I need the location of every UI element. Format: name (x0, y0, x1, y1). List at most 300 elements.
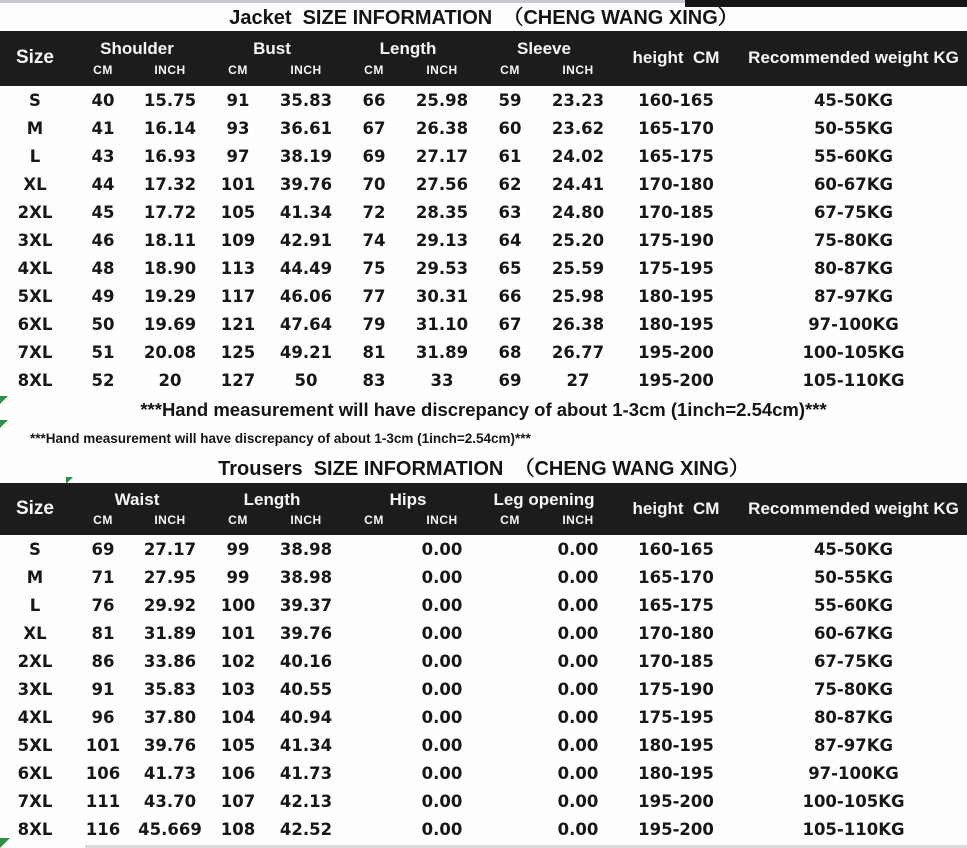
value-cell: 27.17 (143, 539, 197, 559)
size-cell: M (26, 567, 44, 587)
value-cell: 60-67KG (813, 623, 894, 643)
value-cell: 105-110KG (802, 819, 905, 839)
value-cell: 0.00 (421, 763, 463, 783)
value-cell: 43.70 (143, 791, 197, 811)
value-cell: 0.00 (557, 539, 599, 559)
value-cell (340, 563, 408, 591)
value-cell: 0.00 (421, 595, 463, 615)
value-cell: 67-75KG (813, 651, 894, 671)
value-cell: 69 (91, 539, 115, 559)
value-cell: 80-87KG (813, 258, 894, 278)
value-cell: 0.00 (557, 735, 599, 755)
value-cell: 87-97KG (813, 735, 894, 755)
value-cell: 48 (91, 258, 115, 278)
value-cell: 0.00 (421, 791, 463, 811)
value-cell: 86 (91, 651, 115, 671)
value-cell: 0.00 (421, 679, 463, 699)
value-cell: 180-195 (638, 735, 714, 755)
value-cell: 105 (220, 202, 256, 222)
value-cell: 0.00 (421, 567, 463, 587)
value-cell: 93 (226, 118, 250, 138)
table-row (0, 619, 967, 647)
value-cell: 0.00 (421, 707, 463, 727)
table-row (0, 815, 967, 843)
value-cell: 75-80KG (813, 679, 894, 699)
value-cell: 63 (498, 202, 522, 222)
value-cell: 45-50KG (813, 90, 894, 110)
size-cell: S (29, 539, 41, 559)
unit-header-inch: INCH (154, 513, 186, 528)
value-cell: 99 (226, 567, 250, 587)
table-row (0, 310, 967, 338)
value-cell: 25.20 (551, 230, 605, 250)
value-cell (340, 675, 408, 703)
value-cell: 55-60KG (813, 146, 894, 166)
value-cell: 40.55 (279, 679, 333, 699)
trousers-table-header (0, 483, 967, 535)
value-cell: 101 (220, 174, 256, 194)
table-row (0, 170, 967, 198)
value-cell: 0.00 (557, 595, 599, 615)
value-cell: 160-165 (638, 539, 714, 559)
trousers-table-body (0, 535, 967, 843)
value-cell: 104 (220, 707, 256, 727)
unit-header-inch: INCH (290, 513, 322, 528)
value-cell: 46 (91, 230, 115, 250)
value-cell: 20.08 (143, 342, 197, 362)
value-cell: 42.13 (279, 791, 333, 811)
table-row (0, 703, 967, 731)
value-cell: 41.34 (279, 202, 333, 222)
value-cell: 16.93 (143, 146, 197, 166)
table-row (0, 563, 967, 591)
value-cell: 81 (91, 623, 115, 643)
column-header-size: Size (15, 497, 55, 519)
value-cell: 0.00 (557, 791, 599, 811)
value-cell: 38.19 (279, 146, 333, 166)
table-row (0, 675, 967, 703)
table-row (0, 787, 967, 815)
value-cell: 50-55KG (813, 118, 894, 138)
value-cell: 121 (220, 314, 256, 334)
value-cell: 101 (220, 623, 256, 643)
table-row (0, 114, 967, 142)
jacket-table-header (0, 31, 967, 86)
table-row (0, 86, 967, 114)
value-cell: 67 (498, 314, 522, 334)
unit-header-cm: CM (500, 62, 520, 77)
table-row (0, 535, 967, 563)
unit-header-cm: CM (93, 62, 113, 77)
value-cell: 99 (226, 539, 250, 559)
value-cell: 42.91 (279, 230, 333, 250)
value-cell: 68 (498, 342, 522, 362)
value-cell: 165-175 (638, 146, 714, 166)
value-cell: 180-195 (638, 314, 714, 334)
value-cell: 109 (220, 230, 256, 250)
value-cell: 0.00 (421, 819, 463, 839)
table-row (0, 226, 967, 254)
value-cell: 50-55KG (813, 567, 894, 587)
size-cell: 8XL (17, 819, 53, 839)
size-cell: 4XL (17, 258, 53, 278)
value-cell: 69 (362, 146, 386, 166)
value-cell: 33.86 (143, 651, 197, 671)
value-cell (340, 731, 408, 759)
value-cell: 65 (498, 258, 522, 278)
value-cell: 62 (498, 174, 522, 194)
value-cell (476, 759, 544, 787)
value-cell: 28.35 (415, 202, 469, 222)
value-cell: 26.38 (415, 118, 469, 138)
value-cell (476, 675, 544, 703)
size-cell: 4XL (17, 707, 53, 727)
value-cell: 60 (498, 118, 522, 138)
value-cell: 46.06 (279, 286, 333, 306)
measurement-note-large: ***Hand measurement will have discrepancy of about 1-3cm (1inch=2.54cm)*** (140, 399, 827, 420)
size-cell: 5XL (17, 735, 53, 755)
value-cell: 180-195 (638, 286, 714, 306)
value-cell: 19.29 (143, 286, 197, 306)
value-cell: 180-195 (638, 763, 714, 783)
value-cell: 0.00 (421, 539, 463, 559)
value-cell: 195-200 (638, 370, 714, 390)
column-header-height: height CM (632, 498, 720, 518)
value-cell: 45-50KG (813, 539, 894, 559)
value-cell (340, 759, 408, 787)
value-cell: 83 (362, 370, 386, 390)
value-cell: 170-185 (638, 202, 714, 222)
column-header-length: Length (379, 38, 437, 58)
value-cell: 87-97KG (813, 286, 894, 306)
value-cell: 0.00 (557, 763, 599, 783)
value-cell: 17.72 (143, 202, 197, 222)
value-cell: 23.62 (551, 118, 605, 138)
value-cell: 125 (220, 342, 256, 362)
value-cell: 31.89 (143, 623, 197, 643)
value-cell: 0.00 (557, 623, 599, 643)
unit-header-inch: INCH (562, 62, 594, 77)
value-cell: 30.31 (415, 286, 469, 306)
value-cell: 31.89 (415, 342, 469, 362)
value-cell: 0.00 (557, 707, 599, 727)
value-cell: 165-170 (638, 567, 714, 587)
value-cell: 175-190 (638, 230, 714, 250)
value-cell: 19.69 (143, 314, 197, 334)
value-cell: 100-105KG (802, 342, 905, 362)
table-row (0, 366, 967, 394)
value-cell: 37.80 (143, 707, 197, 727)
value-cell: 175-195 (638, 258, 714, 278)
value-cell (340, 815, 408, 843)
value-cell: 97-100KG (808, 763, 899, 783)
value-cell (476, 787, 544, 815)
table-row (0, 142, 967, 170)
value-cell: 39.76 (279, 623, 333, 643)
size-cell: L (29, 146, 41, 166)
value-cell: 75-80KG (813, 230, 894, 250)
value-cell: 106 (220, 763, 256, 783)
value-cell (476, 647, 544, 675)
value-cell: 49 (91, 286, 115, 306)
value-cell (340, 703, 408, 731)
value-cell: 18.90 (143, 258, 197, 278)
value-cell: 74 (362, 230, 386, 250)
value-cell: 70 (362, 174, 386, 194)
value-cell: 41.34 (279, 735, 333, 755)
size-cell: XL (23, 174, 47, 194)
value-cell: 35.83 (143, 679, 197, 699)
size-cell: L (29, 595, 41, 615)
value-cell: 44.49 (279, 258, 333, 278)
column-header-length: Length (243, 490, 301, 510)
unit-header-inch: INCH (290, 62, 322, 77)
size-cell: 6XL (17, 763, 53, 783)
value-cell: 16.14 (143, 118, 197, 138)
value-cell: 50 (294, 370, 318, 390)
value-cell: 113 (220, 258, 256, 278)
size-cell: 7XL (17, 342, 53, 362)
column-header-shoulder: Shoulder (100, 38, 174, 58)
value-cell: 79 (362, 314, 386, 334)
unit-header-cm: CM (364, 513, 384, 528)
value-cell: 66 (498, 286, 522, 306)
value-cell (476, 535, 544, 563)
value-cell: 27.56 (415, 174, 469, 194)
value-cell: 39.37 (279, 595, 333, 615)
value-cell (340, 647, 408, 675)
green-tick-mark (0, 420, 8, 428)
unit-header-inch: INCH (154, 62, 186, 77)
value-cell: 24.02 (551, 146, 605, 166)
value-cell (476, 731, 544, 759)
value-cell: 170-180 (638, 623, 714, 643)
column-header-bust: Bust (253, 38, 291, 58)
value-cell: 111 (85, 791, 121, 811)
value-cell: 52 (91, 370, 115, 390)
value-cell: 195-200 (638, 342, 714, 362)
value-cell: 24.80 (551, 202, 605, 222)
value-cell: 170-180 (638, 174, 714, 194)
value-cell: 0.00 (557, 651, 599, 671)
value-cell: 105 (220, 735, 256, 755)
value-cell: 23.23 (551, 90, 605, 110)
value-cell: 103 (220, 679, 256, 699)
value-cell: 0.00 (557, 679, 599, 699)
value-cell: 27.17 (415, 146, 469, 166)
value-cell: 33 (430, 370, 454, 390)
value-cell: 175-195 (638, 707, 714, 727)
value-cell: 77 (362, 286, 386, 306)
size-cell: 3XL (17, 230, 53, 250)
value-cell: 165-170 (638, 118, 714, 138)
jacket-table-title: Jacket SIZE INFORMATION （CHENG WANG XING） (229, 7, 738, 29)
value-cell: 40.94 (279, 707, 333, 727)
value-cell: 45 (91, 202, 115, 222)
table-row (0, 731, 967, 759)
value-cell: 102 (220, 651, 256, 671)
size-cell: 6XL (17, 314, 53, 334)
value-cell: 81 (362, 342, 386, 362)
value-cell: 66 (362, 90, 386, 110)
value-cell: 25.59 (551, 258, 605, 278)
value-cell: 76 (91, 595, 115, 615)
value-cell (476, 619, 544, 647)
value-cell: 170-185 (638, 651, 714, 671)
size-cell: 7XL (17, 791, 53, 811)
column-header-leg-opening: Leg opening (493, 490, 595, 510)
column-header-size: Size (15, 47, 55, 69)
value-cell: 27.95 (143, 567, 197, 587)
value-cell (476, 703, 544, 731)
value-cell: 64 (498, 230, 522, 250)
column-header-sleeve: Sleeve (517, 38, 571, 58)
value-cell: 80-87KG (813, 707, 894, 727)
value-cell: 44 (91, 174, 115, 194)
value-cell: 26.38 (551, 314, 605, 334)
value-cell: 0.00 (421, 735, 463, 755)
value-cell: 0.00 (557, 819, 599, 839)
value-cell: 49.21 (279, 342, 333, 362)
value-cell: 165-175 (638, 595, 714, 615)
value-cell: 72 (362, 202, 386, 222)
size-cell: 2XL (17, 202, 53, 222)
value-cell (340, 619, 408, 647)
column-header-hips: Hips (389, 490, 427, 510)
value-cell: 71 (91, 567, 115, 587)
value-cell: 97 (226, 146, 250, 166)
value-cell: 40 (91, 90, 115, 110)
value-cell (340, 535, 408, 563)
value-cell: 97-100KG (808, 314, 899, 334)
value-cell: 55-60KG (813, 595, 894, 615)
size-cell: 2XL (17, 651, 53, 671)
value-cell: 69 (498, 370, 522, 390)
unit-header-inch: INCH (426, 62, 458, 77)
jacket-table-body (0, 86, 967, 394)
value-cell: 160-165 (638, 90, 714, 110)
value-cell: 27 (566, 370, 590, 390)
value-cell: 29.13 (415, 230, 469, 250)
value-cell: 106 (85, 763, 121, 783)
value-cell: 101 (85, 735, 121, 755)
value-cell: 42.52 (279, 819, 333, 839)
value-cell: 41.73 (143, 763, 197, 783)
value-cell (476, 563, 544, 591)
value-cell: 100-105KG (802, 791, 905, 811)
column-header-waist: Waist (114, 490, 160, 510)
value-cell: 35.83 (279, 90, 333, 110)
unit-header-cm: CM (228, 62, 248, 77)
unit-header-inch: INCH (426, 513, 458, 528)
table-row (0, 759, 967, 787)
unit-header-cm: CM (228, 513, 248, 528)
value-cell (340, 787, 408, 815)
value-cell: 41.73 (279, 763, 333, 783)
value-cell: 107 (220, 791, 256, 811)
value-cell: 24.41 (551, 174, 605, 194)
value-cell: 39.76 (143, 735, 197, 755)
value-cell: 0.00 (557, 567, 599, 587)
column-header-height: height CM (632, 48, 720, 68)
value-cell: 47.64 (279, 314, 333, 334)
value-cell: 38.98 (279, 539, 333, 559)
column-header-weight: Recommended weight KG (748, 48, 959, 68)
size-cell: 3XL (17, 679, 53, 699)
value-cell: 25.98 (415, 90, 469, 110)
value-cell: 29.53 (415, 258, 469, 278)
size-cell: 5XL (17, 286, 53, 306)
value-cell: 60-67KG (813, 174, 894, 194)
value-cell: 175-190 (638, 679, 714, 699)
unit-header-cm: CM (364, 62, 384, 77)
unit-header-inch: INCH (562, 513, 594, 528)
value-cell: 117 (220, 286, 256, 306)
value-cell (476, 815, 544, 843)
value-cell (340, 591, 408, 619)
value-cell: 127 (220, 370, 256, 390)
value-cell: 0.00 (421, 623, 463, 643)
value-cell: 96 (91, 707, 115, 727)
value-cell: 91 (226, 90, 250, 110)
value-cell: 108 (220, 819, 256, 839)
unit-header-cm: CM (500, 513, 520, 528)
value-cell: 75 (362, 258, 386, 278)
value-cell: 100 (220, 595, 256, 615)
value-cell: 39.76 (279, 174, 333, 194)
value-cell: 195-200 (638, 819, 714, 839)
table-row (0, 647, 967, 675)
value-cell: 59 (498, 90, 522, 110)
value-cell: 67 (362, 118, 386, 138)
table-row (0, 338, 967, 366)
value-cell: 36.61 (279, 118, 333, 138)
value-cell: 41 (91, 118, 115, 138)
value-cell: 105-110KG (802, 370, 905, 390)
size-cell: M (26, 118, 44, 138)
table-row (0, 591, 967, 619)
value-cell: 116 (85, 819, 121, 839)
value-cell: 61 (498, 146, 522, 166)
measurement-note-small: ***Hand measurement will have discrepancy of about 1-3cm (1inch=2.54cm)*** (30, 431, 531, 446)
size-cell: S (29, 90, 41, 110)
table-row (0, 282, 967, 310)
value-cell: 195-200 (638, 791, 714, 811)
value-cell: 67-75KG (813, 202, 894, 222)
value-cell: 17.32 (143, 174, 197, 194)
value-cell: 25.98 (551, 286, 605, 306)
value-cell: 38.98 (279, 567, 333, 587)
value-cell: 18.11 (143, 230, 197, 250)
value-cell: 15.75 (143, 90, 197, 110)
value-cell: 51 (91, 342, 115, 362)
value-cell: 29.92 (143, 595, 197, 615)
value-cell: 20 (158, 370, 182, 390)
value-cell: 0.00 (421, 651, 463, 671)
value-cell (476, 591, 544, 619)
value-cell: 43 (91, 146, 115, 166)
unit-header-cm: CM (93, 513, 113, 528)
trousers-table-title: Trousers SIZE INFORMATION （CHENG WANG XING） (218, 458, 749, 480)
top-left-gray-strip (0, 0, 685, 3)
value-cell: 50 (91, 314, 115, 334)
value-cell: 91 (91, 679, 115, 699)
size-cell: XL (23, 623, 47, 643)
value-cell: 40.16 (279, 651, 333, 671)
value-cell: 26.77 (551, 342, 605, 362)
value-cell: 45.669 (138, 819, 202, 839)
column-header-weight: Recommended weight KG (748, 498, 959, 518)
